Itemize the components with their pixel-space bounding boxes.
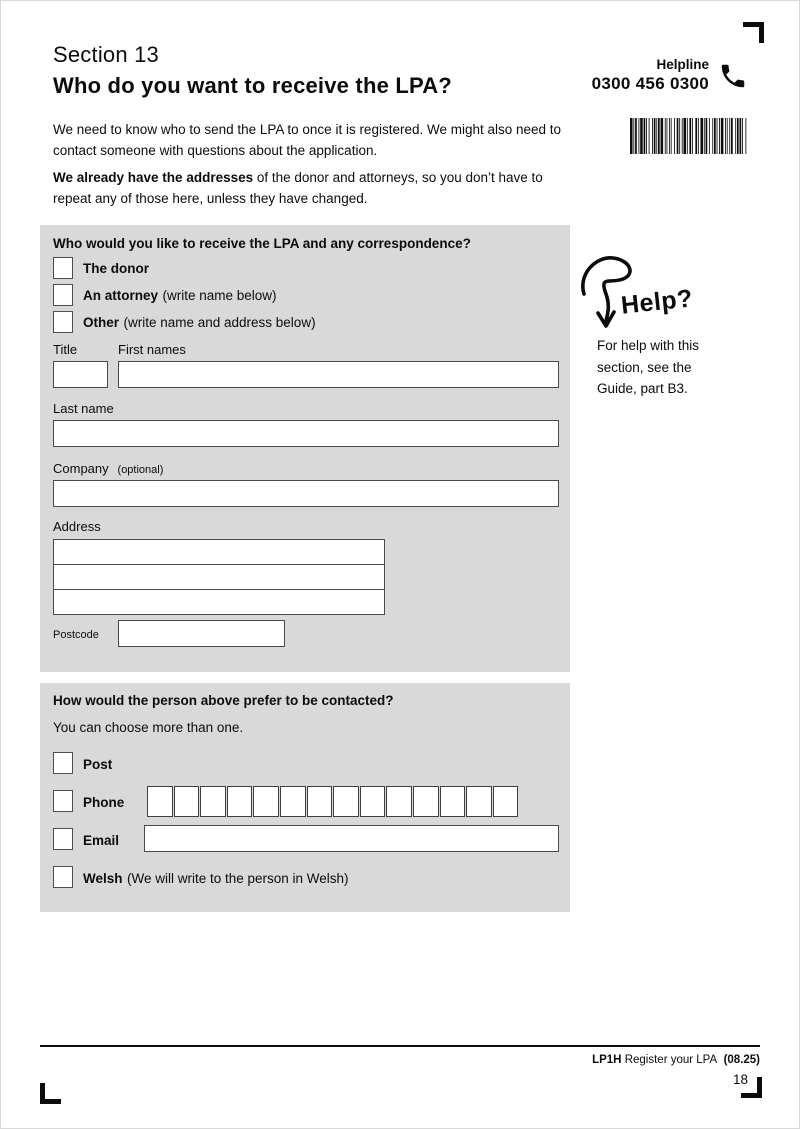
- phone-digit-cell[interactable]: [280, 786, 306, 817]
- recipient-panel-heading: Who would you like to receive the LPA and any correspondence?: [53, 236, 471, 251]
- last-name-label: Last name: [53, 401, 114, 416]
- intro-paragraph-2-bold: We already have the addresses: [53, 170, 254, 185]
- intro-paragraph-2-rest: of the donor and attorneys, so you don’t have to repeat any of those here, unless they have changed.: [53, 170, 543, 206]
- company-optional-hint: (optional): [117, 464, 164, 476]
- phone-digit-cell[interactable]: [174, 786, 200, 817]
- checkbox-post[interactable]: [53, 752, 73, 774]
- phone-digit-cell[interactable]: [440, 786, 466, 817]
- helpline-label: Helpline: [656, 57, 709, 72]
- footer-text: [592, 1054, 760, 1066]
- company-label-row: [53, 460, 163, 478]
- contact-panel-subheading: You can choose more than one.: [53, 720, 244, 735]
- phone-digit-cell[interactable]: [493, 786, 519, 817]
- phone-digit-cell[interactable]: [253, 786, 279, 817]
- address-line-3-input[interactable]: [53, 589, 385, 615]
- postcode-label: Postcode: [53, 629, 99, 641]
- section-label: Section 13: [53, 42, 159, 67]
- phone-digit-cell[interactable]: [413, 786, 439, 817]
- address-line-1-input[interactable]: [53, 539, 385, 565]
- helpline-block: [592, 57, 748, 95]
- checkbox-other[interactable]: [53, 311, 73, 333]
- corner-mark-bottom-left: [40, 1083, 61, 1104]
- option-an-attorney-label: An attorney (write name below): [83, 288, 277, 303]
- phone-digit-cell[interactable]: [360, 786, 386, 817]
- email-input[interactable]: [144, 825, 559, 852]
- checkbox-welsh[interactable]: [53, 866, 73, 888]
- checkbox-an-attorney[interactable]: [53, 284, 73, 306]
- intro-paragraph-2: [53, 167, 553, 209]
- help-heading: Help?: [619, 284, 695, 320]
- help-text: For help with this section, see the Guide, part B3.: [597, 338, 700, 396]
- phone-digit-cell[interactable]: [386, 786, 412, 817]
- first-names-input[interactable]: [118, 361, 559, 388]
- company-label: Company: [53, 461, 109, 476]
- phone-digit-cell[interactable]: [466, 786, 492, 817]
- option-post-label: Post: [83, 757, 113, 772]
- phone-icon: [718, 61, 748, 91]
- option-other-label: Other (write name and address below): [83, 315, 316, 330]
- page-title: Who do you want to receive the LPA?: [53, 73, 452, 98]
- contact-panel-heading: How would the person above prefer to be contacted?: [53, 693, 394, 708]
- contact-panel: [40, 683, 570, 912]
- footer-rule: [40, 1045, 760, 1047]
- phone-digit-cell[interactable]: [307, 786, 333, 817]
- checkbox-phone[interactable]: [53, 790, 73, 812]
- helpline-number: 0300 456 0300: [591, 74, 709, 93]
- phone-digit-cell[interactable]: [147, 786, 173, 817]
- page-number: 18: [732, 1072, 748, 1087]
- barcode: [630, 118, 748, 154]
- footer-form-code: LP1H: [592, 1054, 622, 1066]
- option-the-donor-label: The donor: [83, 261, 149, 276]
- corner-mark-top-right: [743, 22, 764, 43]
- footer-form-name: Register your LPA: [624, 1054, 718, 1066]
- option-welsh-label: Welsh (We will write to the person in Welsh): [83, 871, 349, 886]
- address-lines: [53, 539, 385, 615]
- phone-digit-cell[interactable]: [227, 786, 253, 817]
- checkbox-the-donor[interactable]: [53, 257, 73, 279]
- phone-digit-boxes[interactable]: [147, 786, 518, 817]
- first-names-label: First names: [118, 342, 186, 357]
- company-input[interactable]: [53, 480, 559, 507]
- option-phone-label: Phone: [83, 795, 125, 810]
- phone-digit-cell[interactable]: [200, 786, 226, 817]
- title-label: Title: [53, 342, 78, 357]
- address-label: Address: [53, 519, 101, 534]
- address-line-2-input[interactable]: [53, 564, 385, 590]
- intro-paragraph-1: We need to know who to send the LPA to once it is registered. We might also need to contact someone with questions about the application.: [53, 122, 562, 158]
- recipient-panel: [40, 225, 570, 672]
- footer-version: (08.25): [723, 1054, 760, 1066]
- title-input[interactable]: [53, 361, 108, 388]
- postcode-input[interactable]: [118, 620, 285, 647]
- option-email-label: Email: [83, 833, 120, 848]
- last-name-input[interactable]: [53, 420, 559, 447]
- phone-digit-cell[interactable]: [333, 786, 359, 817]
- checkbox-email[interactable]: [53, 828, 73, 850]
